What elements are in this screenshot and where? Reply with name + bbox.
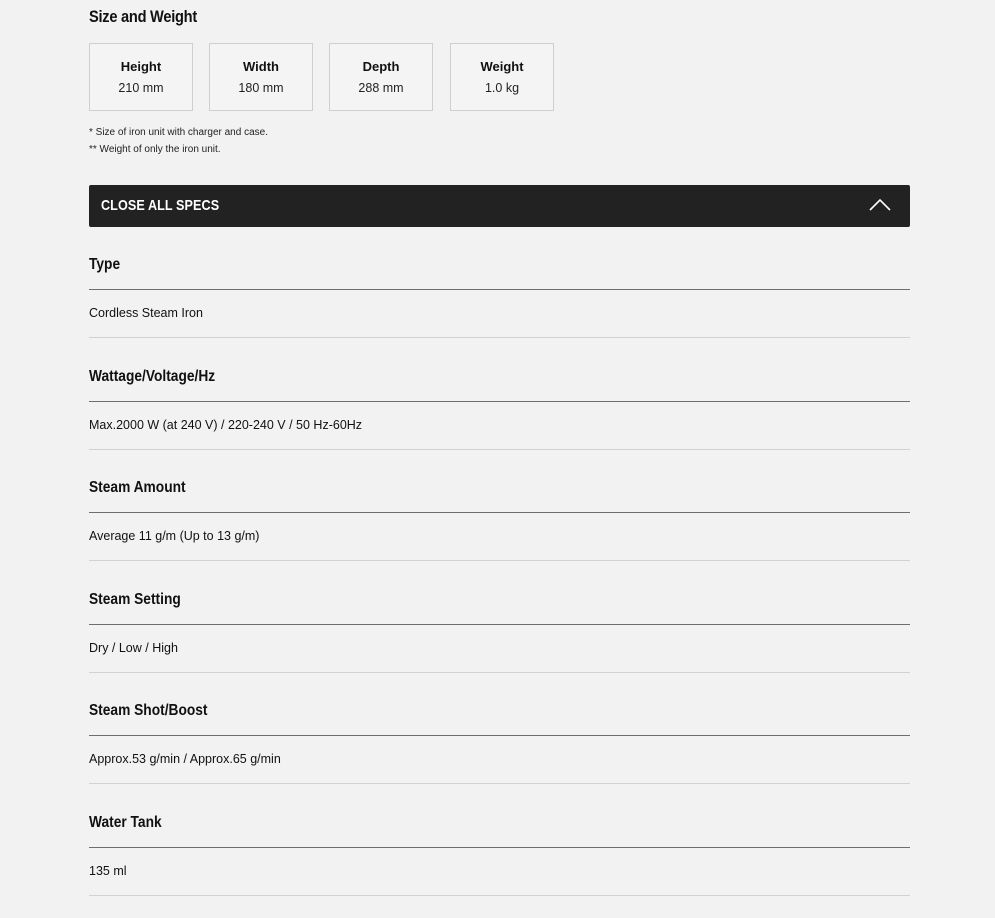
spec-row-steam-amount — [89, 468, 910, 579]
spec-title: Steam Shot/Boost — [89, 702, 208, 719]
spec-separator — [89, 449, 910, 450]
dimension-label: Weight — [480, 59, 524, 74]
spec-separator — [89, 895, 910, 896]
dimension-box-weight — [450, 43, 554, 111]
spec-title: Steam Amount — [89, 479, 186, 496]
dimension-box-height — [89, 43, 193, 111]
spec-divider — [89, 847, 910, 848]
dimension-label: Height — [120, 59, 162, 74]
spec-row-water-tank — [89, 803, 910, 914]
spec-separator — [89, 783, 910, 784]
close-all-specs-button[interactable] — [89, 185, 910, 227]
spec-divider — [89, 401, 910, 402]
spec-title: Type — [89, 256, 121, 273]
dimension-value: 210 mm — [118, 81, 164, 95]
spec-value: Max.2000 W (at 240 V) / 220-240 V / 50 Hz-60Hz — [89, 418, 363, 432]
dimension-label: Depth — [362, 59, 400, 74]
spec-value: Average 11 g/m (Up to 13 g/m) — [89, 529, 260, 543]
dimension-value: 180 mm — [238, 81, 284, 95]
dimension-label: Width — [243, 59, 279, 74]
spec-row-type — [89, 245, 910, 356]
dimension-value: 288 mm — [358, 81, 404, 95]
spec-separator — [89, 337, 910, 338]
spec-row-wattage — [89, 357, 910, 468]
size-footnote: * Size of iron unit with charger and case. — [89, 127, 268, 138]
size-weight-heading: Size and Weight — [89, 7, 197, 26]
spec-divider — [89, 624, 910, 625]
spec-row-steam-shot — [89, 691, 910, 802]
spec-divider — [89, 512, 910, 513]
dimension-value: 1.0 kg — [484, 81, 520, 95]
spec-row-steam-setting — [89, 580, 910, 691]
close-all-specs-label: CLOSE ALL SPECS — [101, 197, 220, 214]
spec-separator — [89, 672, 910, 673]
spec-divider — [89, 735, 910, 736]
spec-separator — [89, 560, 910, 561]
chevron-up-icon — [869, 198, 891, 212]
spec-title: Wattage/Voltage/Hz — [89, 368, 216, 385]
spec-value: Approx.53 g/min / Approx.65 g/min — [89, 752, 281, 766]
spec-title: Steam Setting — [89, 591, 181, 608]
dimension-box-width — [209, 43, 313, 111]
spec-title: Water Tank — [89, 814, 162, 831]
spec-value: Dry / Low / High — [89, 641, 178, 655]
dimension-box-depth — [329, 43, 433, 111]
spec-divider — [89, 289, 910, 290]
weight-footnote: ** Weight of only the iron unit. — [89, 144, 221, 155]
spec-value: Cordless Steam Iron — [89, 306, 203, 320]
spec-value: 135 ml — [89, 864, 127, 878]
